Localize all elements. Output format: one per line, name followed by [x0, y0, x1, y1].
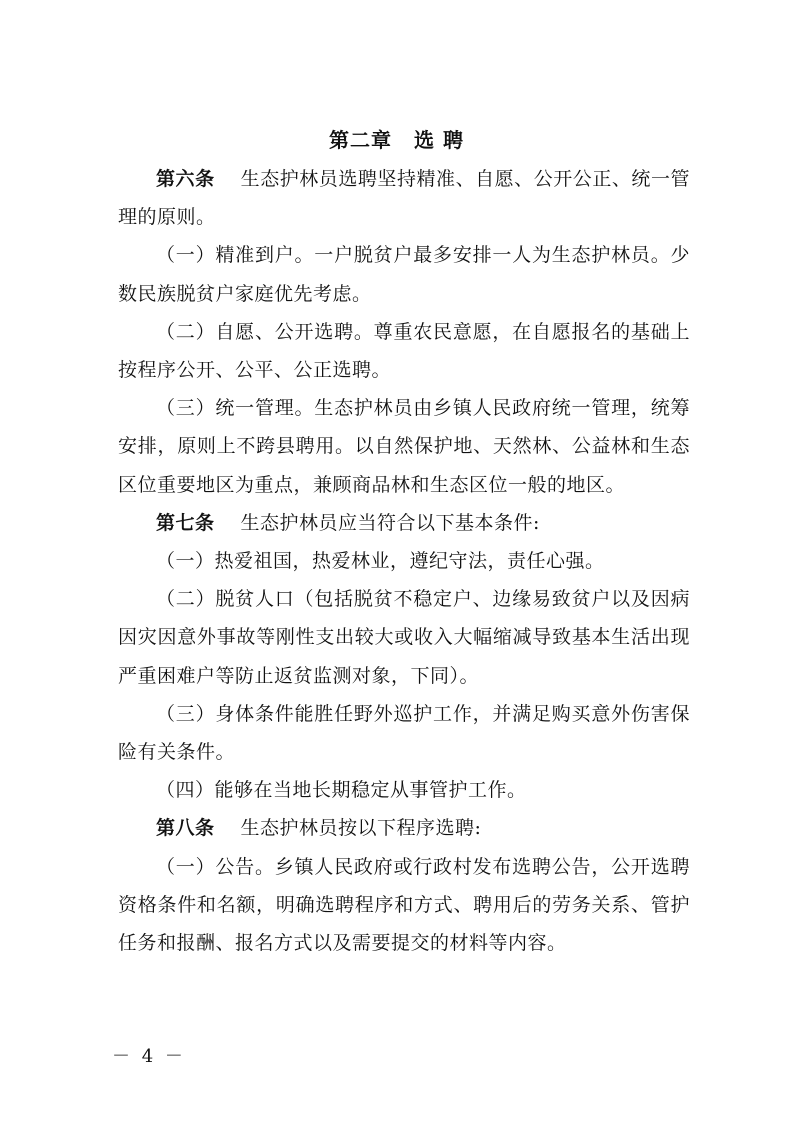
article-7-item-1: （一）热爱祖国，热爱林业，遵纪守法，责任心强。 — [156, 550, 605, 573]
article-8-text: 生态护林员按以下程序选聘: — [240, 817, 482, 840]
article-8-item-1: （一）公告。乡镇人民政府或行政村发布选聘公告，公开选聘资格条件和名额，明确选聘程序和方式、聘用后的劳务关系、管护任务和报酬、报名方式以及需要提交的材料等内容。 — [118, 855, 690, 955]
article-8-label: 第八条 — [156, 817, 215, 840]
article-7-item-3: （三）身体条件能胜任野外巡护工作，并满足购买意外伤害保险有关条件。 — [118, 702, 690, 764]
article-7-text: 生态护林员应当符合以下基本条件: — [240, 511, 540, 534]
document-body — [118, 160, 690, 962]
article-7-item-2: （二）脱贫人口（包括脱贫不稳定户、边缘易致贫户以及因病因灾因意外事故等刚性支出较大或收入大幅缩减导致基本生活出现严重困难户等防止返贫监测对象，下同）。 — [118, 588, 690, 687]
page-number: － 4 － — [112, 1046, 186, 1067]
article-7-label: 第七条 — [156, 511, 215, 534]
article-8 — [118, 809, 690, 847]
article-6-item-1: （一）精准到户。一户脱贫户最多安排一人为生态护林员。少数民族脱贫户家庭优先考虑。 — [118, 244, 690, 305]
chapter-title: 选 聘 — [414, 128, 464, 152]
article-6 — [118, 160, 690, 236]
article-6-item-2: （二）自愿、公开选聘。尊重农民意愿，在自愿报名的基础上按程序公开、公平、公正选聘。 — [118, 320, 690, 382]
chapter-label: 第二章 — [329, 128, 393, 152]
article-6-text: 生态护林员选聘坚持精准、自愿、公开公正、统一管理的原则。 — [118, 168, 690, 229]
chapter-heading — [0, 124, 793, 153]
article-7 — [118, 504, 690, 542]
article-6-label: 第六条 — [156, 168, 215, 190]
article-7-item-4: （四）能够在当地长期稳定从事管护工作。 — [156, 779, 527, 802]
article-6-item-3: （三）统一管理。生态护林员由乡镇人民政府统一管理，统筹安排，原则上不跨县聘用。以自然保护地、天然林、公益林和生态区位重要地区为重点，兼顾商品林和生态区位一般的地区。 — [118, 397, 690, 496]
